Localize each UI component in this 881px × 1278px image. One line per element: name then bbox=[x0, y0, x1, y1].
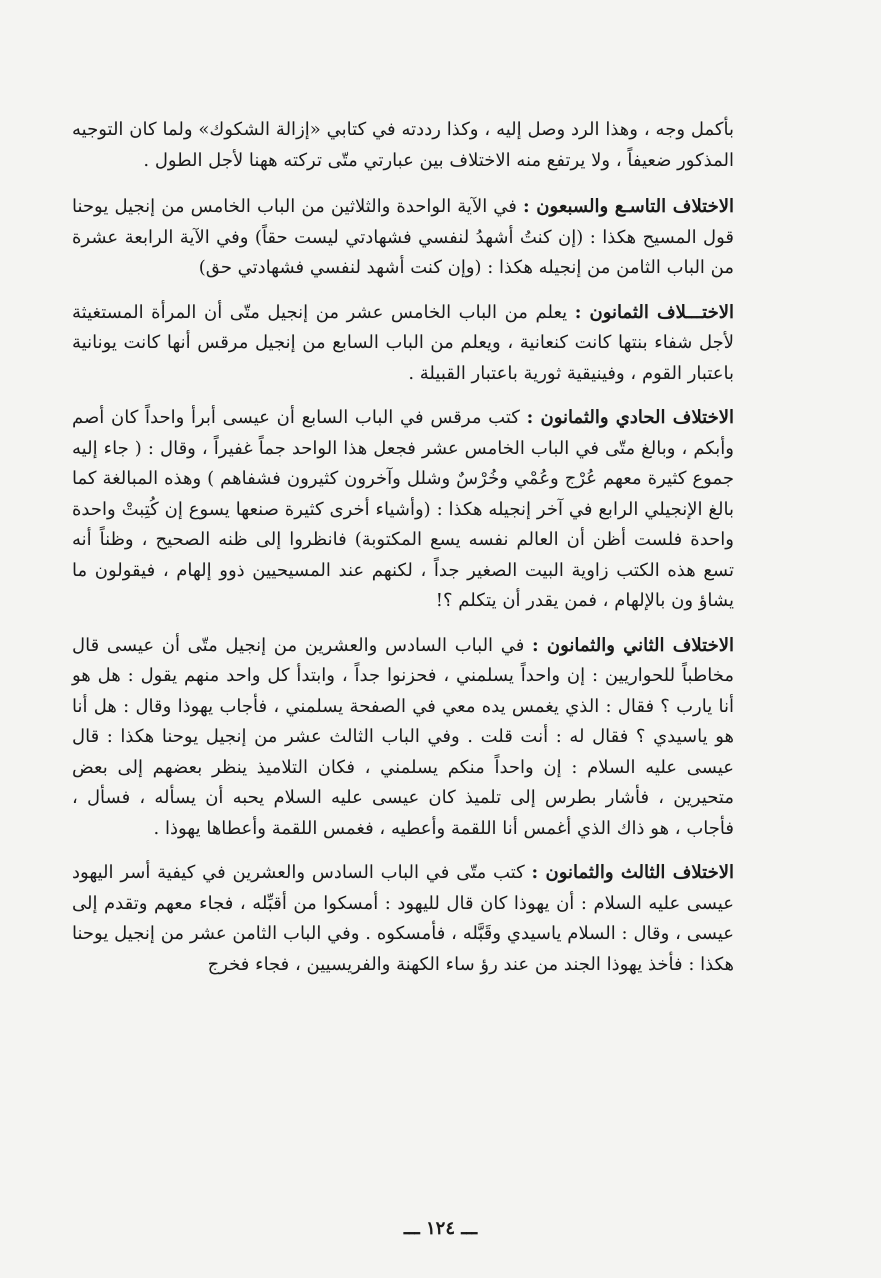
paragraph-heading: الاختلاف الثاني والثمانون : bbox=[532, 634, 734, 656]
paragraph-body: كتب متّى في الباب السادس والعشرين في كيفية أسر اليهود عيسى عليه السلام : أن يهوذا كان قال لليهود : أمسكوا من أقبِّله ، فجاء معهم وتقدم إلى عيسى ، وقال : السلام ياسيدي وقَبَّله ، فأمسكوه . وفي الباب الثامن عشر من إنجيل يوحنا هكذا : فأخذ يهوذا الجند من عند رؤ ساء الكهنة والفريسيين ، فجاء فخرج bbox=[72, 862, 734, 975]
paragraph bbox=[72, 858, 734, 980]
page-number: ـــ ١٢٤ ـــ bbox=[403, 1218, 478, 1239]
paragraph-body: في الباب السادس والعشرين من إنجيل متّى أن عيسى قال مخاطباً للحواريين : إن واحداً يسلمني ، فحزنوا جداً ، وابتدأ كل واحد منهم يقول : هل هو أنا يارب ؟ فقال : الذي يغمس يده معي في الصفحة يسلمني ، فأجاب يهوذا وقال : هل أنا هو ياسيدي ؟ فقال له : أنت قلت . وفي الباب الثالث عشر من إنجيل يوحنا هكذا : قال عيسى عليه السلام : إن واحداً منكم يسلمني ، فكان التلاميذ ينظر بعضهم إلى بعض متحيرين ، فأشار بطرس إلى تلميذ كان عيسى عليه السلام يحبه أن يسأله ، فسأل ، فأجاب ، هو ذاك الذي أغمس أنا اللقمة وأعطيه ، فغمس اللقمة وأعطاها يهوذا . bbox=[72, 634, 734, 839]
paragraph-heading: الاختلاف الحادي والثمانون : bbox=[526, 407, 735, 428]
paragraph bbox=[72, 115, 734, 176]
page-text bbox=[72, 115, 734, 994]
paragraph bbox=[72, 631, 734, 845]
paragraph-heading: الاختـــلاف الثمانون : bbox=[574, 301, 734, 323]
paragraph-heading: الاختلاف التاسـع والسبعون : bbox=[523, 196, 735, 217]
paragraph-heading: الاختلاف الثالث والثمانون : bbox=[531, 862, 734, 883]
paragraph-body: في الآية الواحدة والثلاثين من الباب الخامس من إنجيل يوحنا قول المسيح هكذا : (إن كنتُ أشهدُ لنفسي فشهادتي ليست حقاً) وفي الآية الرابعة عشرة من الباب الثامن من إنجيله هكذا : (وإن كنت أشهد لنفسي فشهادتي حق) bbox=[72, 196, 734, 278]
paragraph bbox=[72, 403, 734, 617]
paragraph bbox=[72, 192, 734, 284]
paragraph-body: كتب مرقس في الباب السابع أن عيسى أبرأ واحداً كان أصم وأبكم ، وبالغ متّى في الباب الخامس عشر فجعل هذا الواحد جماً غفيراً ، وقال : ( جاء إليه جموع كثيرة معهم عُرْج وعُمْي وخُرْسٌ وشلل وآخرون كثيرون فشفاهم ) وهذه المبالغة كما بالغ الإنجيلي الرابع في آخر إنجيله هكذا : (وأشياء أخرى كثيرة صنعها يسوع إن كُتِبتْ واحدة واحدة فلست أظن أن العالم نفسه يسع المكتوبة) فانظروا إلى ظنه الصحيح ، وظناً أنه تسع هذه الكتب زاوية البيت الصغير جداً ، لكنهم عند المسيحيين ذوو إلهام ، فيقولون ما يشاؤ ون بالإلهام ، فمن يقدر أن يتكلم ؟! bbox=[72, 407, 734, 611]
paragraph bbox=[72, 298, 734, 390]
paragraph-body: يعلم من الباب الخامس عشر من إنجيل متّى أن المرأة المستغيثة لأجل شفاء بنتها كانت كنعانية ، ويعلم من الباب السابع من إنجيل مرقس أنها كانت يونانية باعتبار القوم ، وفينيقية ثورية باعتبار القبيلة . bbox=[72, 301, 734, 384]
paragraph-body: بأكمل وجه ، وهذا الرد وصل إليه ، وكذا رددته في كتابي «إزالة الشكوك» ولما كان التوجيه المذكور ضعيفاً ، ولا يرتفع منه الاختلاف بين عبارتي متّى تركته ههنا لأجل الطول . bbox=[72, 119, 734, 171]
